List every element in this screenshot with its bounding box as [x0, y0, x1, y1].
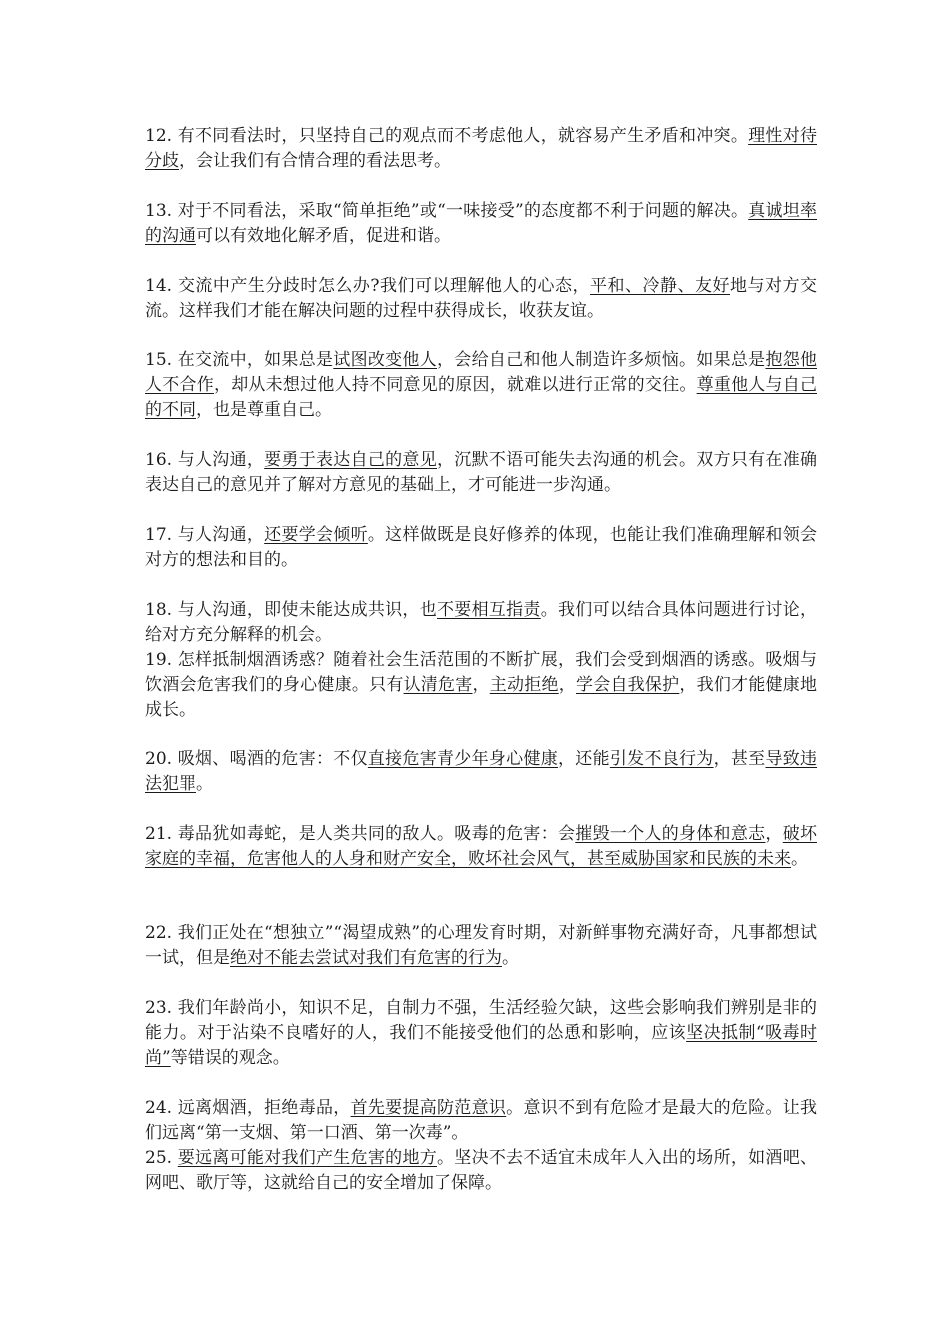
underlined-key-phrase: 学会自我保护 — [575, 675, 680, 695]
underlined-key-phrase: 导致违法犯罪 — [145, 749, 818, 794]
underlined-key-phrase: 直接危害青少年身心健康 — [367, 749, 559, 769]
text-segment: 。这样做既是良好修养的体现，也能让我们准确理解和领会对方的想法和目的。 — [145, 525, 818, 570]
text-segment: ，会给自己和他人制造许多烦恼。如果总是 — [437, 350, 766, 370]
text-segment: ，我们才能健康地成长。 — [145, 675, 818, 720]
paragraph-15 — [145, 348, 817, 423]
text-segment: 地与对方交流。这样我们才能在解决问题的过程中获得成长，收获友谊。 — [145, 276, 818, 321]
underlined-key-phrase: 主动拒绝 — [489, 675, 559, 695]
underlined-key-phrase: 要远离可能对我们产生危害的地方 — [177, 1148, 438, 1168]
paragraph-16 — [145, 448, 817, 498]
paragraph-14 — [145, 274, 817, 324]
paragraph-13 — [145, 199, 817, 249]
text-segment: 。我们可以结合具体问题进行讨论，给对方充分解释的机会。 — [145, 600, 817, 645]
paragraph-21 — [145, 822, 817, 872]
underlined-key-phrase: 绝对不能去尝试对我们有危害的行为 — [230, 948, 502, 968]
text-segment: 等错误的观念。 — [170, 1048, 290, 1068]
text-segment: 。 — [791, 849, 808, 869]
paragraph-22 — [145, 921, 817, 971]
text-segment: 25. — [145, 1148, 178, 1168]
text-segment: ， — [558, 675, 576, 695]
underlined-key-phrase: 抱怨他人不合作 — [145, 350, 818, 395]
underlined-key-phrase: 首先要提高防范意识 — [350, 1098, 507, 1118]
text-segment: 22. 我们正处在“想独立”“渴望成熟”的心理发育时期，对新鲜事物充满好奇，凡事都想试一试，但是 — [145, 923, 817, 968]
text-segment: 17. 与人沟通， — [145, 525, 265, 545]
underlined-key-phrase: 破坏家庭的幸福，危害他人的人身和财产安全，败坏社会风气，甚至威胁国家和民族的未来 — [145, 824, 818, 869]
text-segment: ，也是尊重自己。 — [196, 400, 332, 420]
underlined-key-phrase: 坚决抵制“吸毒时尚” — [145, 1023, 817, 1068]
text-segment: 。坚决不去不适宜未成年人入出的场所，如酒吧、网吧、歌厅等，这就给自己的安全增加了保障。 — [145, 1148, 818, 1193]
paragraph-19 — [145, 648, 817, 723]
text-segment: 24. 远离烟酒，拒绝毒品， — [145, 1098, 351, 1118]
paragraph-23 — [145, 996, 817, 1071]
text-segment: 19. 怎样抵制烟酒诱惑？随着社会生活范围的不断扩展，我们会受到烟酒的诱惑。吸烟与饮酒会危害我们的身心健康。只有 — [145, 650, 817, 695]
paragraph-20 — [145, 747, 817, 797]
text-segment: 可以有效地化解矛盾，促进和谐。 — [196, 226, 451, 246]
text-segment: 16. 与人沟通， — [145, 450, 265, 470]
underlined-key-phrase: 引发不良行为 — [609, 749, 714, 769]
underlined-key-phrase: 认清危害 — [403, 675, 473, 695]
text-segment: ，甚至 — [713, 749, 766, 769]
text-segment: ，会让我们有合情合理的看法思考。 — [179, 151, 451, 171]
text-segment: ， — [765, 824, 783, 844]
text-segment: 23. 我们年龄尚小，知识不足，自制力不强，生活经验欠缺，这些会影响我们辨别是非的能力。对于沾染不良嗜好的人，我们不能接受他们的怂恿和影响，应该 — [145, 998, 817, 1043]
underlined-key-phrase: 要勇于表达自己的意见 — [264, 450, 438, 470]
text-segment: 14. 交流中产生分歧时怎么办?我们可以理解他人的心态， — [145, 276, 591, 296]
text-segment: 21. 毒品犹如毒蛇，是人类共同的敌人。吸毒的危害：会 — [145, 824, 576, 844]
text-segment: 15. 在交流中，如果总是 — [145, 350, 334, 370]
text-segment: ，却从未想过他人持不同意见的原因，就难以进行正常的交往。 — [213, 375, 697, 395]
text-segment: 。意识不到有危险才是最大的危险。让我们远离“第一支烟、第一口酒、第一次毒”。 — [145, 1098, 818, 1143]
text-segment: 20. 吸烟、喝酒的危害：不仅 — [145, 749, 368, 769]
text-segment: ，沉默不语可能失去沟通的机会。双方只有在准确表达自己的意见并了解对方意见的基础上，才可能进一步沟通。 — [145, 450, 818, 495]
underlined-key-phrase: 摧毁一个人的身体和意志 — [575, 824, 766, 844]
underlined-key-phrase: 不要相互指责 — [437, 600, 541, 620]
text-segment: 13. 对于不同看法，采取“简单拒绝”或“一味接受”的态度都不利于问题的解决。 — [145, 201, 749, 221]
paragraph-24 — [145, 1096, 817, 1146]
text-segment: 。 — [196, 774, 213, 794]
underlined-key-phrase: 尊重他人与自己的不同 — [145, 375, 818, 420]
underlined-key-phrase: 还要学会倾听 — [264, 525, 368, 545]
underlined-key-phrase: 试图改变他人 — [333, 350, 438, 370]
text-segment: ，还能 — [558, 749, 610, 769]
underlined-key-phrase: 理性对待分歧 — [145, 126, 817, 171]
text-segment: 12. 有不同看法时，只坚持自己的观点而不考虑他人，就容易产生矛盾和冲突。 — [145, 126, 749, 146]
paragraph-12 — [145, 124, 817, 174]
underlined-key-phrase: 平和、冷静、友好 — [590, 276, 731, 296]
text-segment: 18. 与人沟通，即使未能达成共识，也 — [145, 600, 437, 620]
paragraph-18 — [145, 598, 817, 648]
paragraph-25 — [145, 1146, 817, 1196]
text-segment: 。 — [502, 948, 519, 968]
paragraph-17 — [145, 523, 817, 573]
text-segment: ， — [472, 675, 490, 695]
underlined-key-phrase: 真诚坦率的沟通 — [145, 201, 818, 246]
